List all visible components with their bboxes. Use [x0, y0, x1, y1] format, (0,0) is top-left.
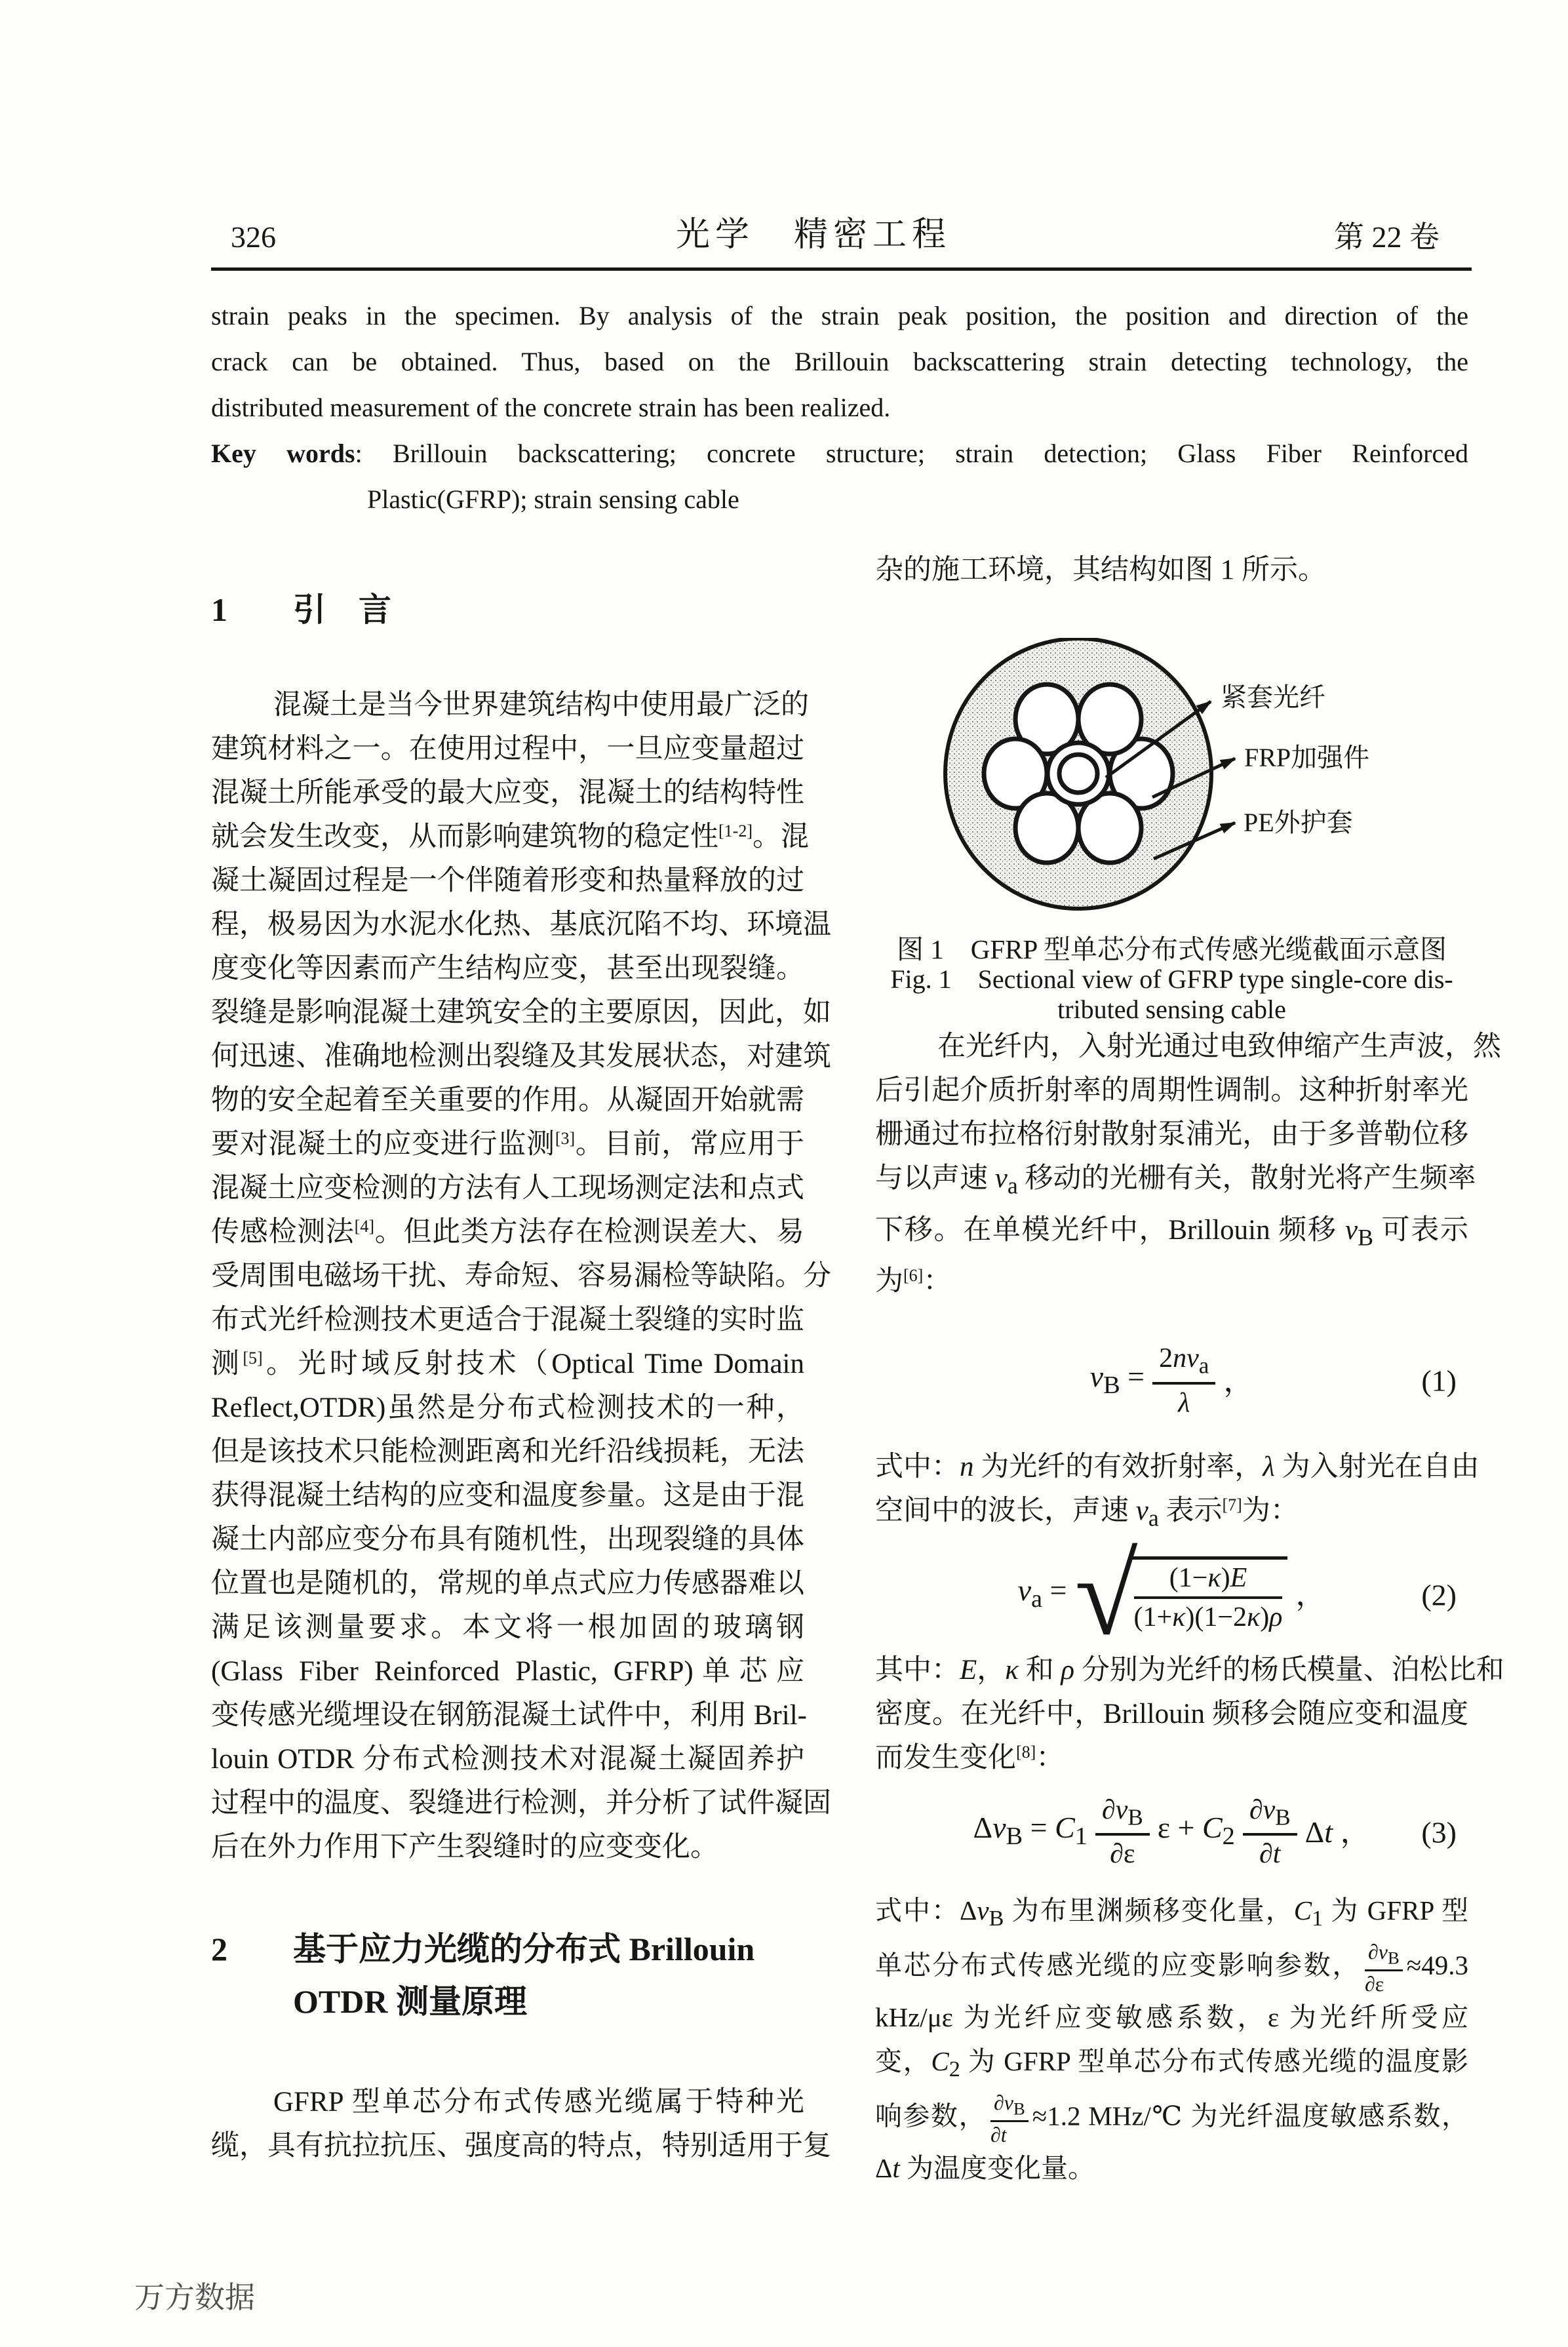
section-title-line: OTDR 测量原理: [293, 1983, 527, 2020]
text-line: 混凝土是当今世界建筑结构中使用最广泛的: [273, 690, 809, 720]
text-line: crack can be obtained. Thus, based on the Brillouin backscattering strain detecting technology, the: [211, 347, 1468, 376]
volume-label: 第 22 卷: [1334, 220, 1440, 254]
section-number: 1: [211, 591, 227, 628]
text-line: 布式光纤检测技术更适合于混凝土裂缝的实时监: [211, 1305, 804, 1335]
equation-1: [875, 1343, 1468, 1419]
text-line: 获得混凝土结构的应变和温度参量。这是由于混: [211, 1480, 804, 1511]
text-line: 凝土凝固过程是一个伴随着形变和热量释放的过: [211, 865, 804, 896]
text-line: 密度。在光纤中，Brillouin 频移会随应变和温度: [875, 1698, 1468, 1729]
text-line: 要对混凝土的应变进行监测[3]。目前，常应用于: [211, 1129, 805, 1160]
eq-fraction: $\frac{2nv_a}{\lambda}$: [1152, 1343, 1215, 1419]
equation-1-body: [1086, 1343, 1258, 1419]
text-line: 物的安全起着至关重要的作用。从凝固开始就需: [211, 1085, 804, 1116]
equation-2: [875, 1531, 1468, 1659]
text-line: 式中：n 为光纤的有效折射率，λ 为入射光在自由: [875, 1451, 1480, 1483]
text-line: Δt 为温度变化量。: [875, 2152, 1095, 2183]
left-column: [211, 588, 831, 2168]
text-line: 传感检测法[4]。但此类方法存在检测误差大、易: [211, 1217, 805, 1248]
figure-caption-zh: 图 1 GFRP 型单芯分布式传感光缆截面示意图: [896, 934, 1447, 964]
equation-3: [875, 1794, 1468, 1870]
text-line: 响参数， $\frac{\partial\nu_B}{\partial t}$ ≈1.2 MHz/℃ 为光纤温度敏感系数，: [875, 2090, 1468, 2146]
intro-paragraph: [211, 683, 831, 1869]
text-line: Plastic(GFRP); strain sensing cable: [367, 484, 739, 514]
text-line: 单芯分布式传感光缆的应变影响参数， $\frac{\partial\nu_B}{\partial\varepsilon}$ ≈49.3: [875, 1939, 1468, 1996]
keywords-paragraph: [211, 431, 1468, 523]
text-line: 而发生变化[8]：: [875, 1742, 1065, 1773]
text-line: 与以声速 $v_a$ 移动的光栅有关，散射光将产生频率: [875, 1163, 1476, 1199]
text-line: 混凝土应变检测的方法有人工现场测定法和点式: [211, 1173, 804, 1204]
eq-radical: [1074, 1531, 1287, 1659]
eq-mid: $\varepsilon + C_2$: [1157, 1811, 1235, 1851]
text-line: 何迅速、准确地检测出裂缝及其发展状态，对建筑: [211, 1041, 831, 1072]
text-line: 满足该测量要求。本文将一根加固的玻璃钢: [211, 1612, 804, 1643]
paragraph-brillouin-shift: [875, 1025, 1501, 1303]
eq-lhs: $\nu_B$ =: [1089, 1359, 1145, 1399]
abstract-block: [211, 293, 1468, 523]
eq-fraction: $\frac{(1-\kappa)E}{(1+\kappa)(1-2\kappa)\rho}$: [1133, 1562, 1283, 1633]
figure-caption-en: Fig. 1 Sectional view of GFRP type single-core dis-: [890, 964, 1453, 994]
eq-lhs: $v_a$ =: [1017, 1573, 1067, 1613]
text-line: 其中：E，κ 和 ρ 分别为光纤的杨氏模量、泊松比和: [875, 1654, 1504, 1686]
label-pe-outer-sheath: PE外护套: [1244, 808, 1353, 837]
paragraph-eq1-terms: [875, 1445, 1480, 1541]
text-line: 受周围电磁场干扰、寿命短、容易漏检等缺陷。分: [211, 1261, 831, 1292]
text-line: 过程中的温度、裂缝进行检测，并分析了试件凝固: [211, 1788, 831, 1819]
text-line: louin OTDR 分布式检测技术对混凝土凝固养护: [211, 1744, 804, 1775]
label-frp-strength-member: FRP加强件: [1244, 743, 1370, 772]
text-line: Reflect,OTDR)虽然是分布式检测技术的一种，: [211, 1392, 804, 1423]
text-line: 位置也是随机的，常规的单点式应力传感器难以: [211, 1568, 804, 1599]
text-line: strain peaks in the specimen. By analysis of the strain peak position, the position and direction of the: [211, 301, 1468, 330]
equation-2-body: [1014, 1531, 1330, 1659]
right-column: [875, 548, 1504, 2190]
equation-number: (2): [1421, 1578, 1457, 1612]
lead-paragraph: [875, 548, 1468, 592]
text-line: 后引起介质折射率的周期性调制。这种折射率光: [875, 1075, 1468, 1106]
text-line: 下移。在单模光纤中，Brillouin 频移 $\nu_B$ 可表示: [875, 1214, 1468, 1251]
paragraph-eq3-terms: [875, 1889, 1468, 2190]
section-1-heading: [211, 588, 804, 632]
section-title: 引 言: [293, 591, 391, 628]
text-line: 变，$C_2$ 为 GFRP 型单芯分布式传感光缆的温度影: [875, 2045, 1468, 2081]
fiber-core-shape: [1059, 755, 1097, 793]
text-line: 在光纤内，入射光通过电致伸缩产生声波，然: [937, 1031, 1501, 1062]
text-line: 就会发生改变，从而影响建筑物的稳定性[1-2]。混: [211, 821, 809, 852]
eq-tail: ，: [1295, 1578, 1326, 1612]
figure-caption-en: tributed sensing cable: [1057, 995, 1286, 1024]
text-line: 凝土内部应变分布具有随机性，出现裂缝的具体: [211, 1524, 804, 1555]
label-tight-buffered-fiber: 紧套光纤: [1221, 682, 1325, 712]
text-line: distributed measurement of the concrete strain has been realized.: [211, 393, 891, 422]
paragraph-eq2-terms: [875, 1648, 1504, 1780]
equation-3-body: [970, 1794, 1375, 1870]
text-line: 缆，具有抗拉抗压、强度高的特点，特别适用于复: [211, 2131, 831, 2161]
page-number: 326: [231, 220, 276, 254]
equation-number: (3): [1421, 1815, 1457, 1849]
text-line: 后在外力作用下产生裂缝时的应变变化。: [211, 1832, 718, 1863]
text-line: 式中：$\Delta\nu_B$ 为布里渊频移变化量，$C_1$ 为 GFRP 型: [875, 1895, 1468, 1931]
text-line: 空间中的波长，声速 $v_a$ 表示[7]为：: [875, 1495, 1299, 1531]
text-line: 裂缝是影响混凝土建筑安全的主要原因，因此，如: [211, 997, 831, 1028]
section-title-line: 基于应力光缆的分布式 Brillouin: [293, 1931, 755, 1967]
abstract-paragraph: [211, 293, 1468, 431]
text-line: 为[6]：: [875, 1266, 952, 1297]
eq-tail: ，: [1223, 1364, 1254, 1398]
text-line: 混凝土所能承受的最大应变，混凝土的结构特性: [211, 778, 804, 808]
equation-number: (1): [1421, 1364, 1457, 1398]
text-line: 建筑材料之一。在使用过程中，一旦应变量超过: [211, 734, 804, 764]
journal-title: 光学 精密工程: [675, 216, 951, 254]
text-line: 但是该技术只能检测距离和光纤沿线损耗，无法: [211, 1436, 804, 1467]
text-line: Key words: Brillouin backscattering; concrete structure; strain detection; Glass Fiber Reinforced: [211, 439, 1468, 468]
section-2-paragraph: [211, 2080, 831, 2168]
eq-fraction: $\frac{\partial\nu_B}{\partial t}$: [1243, 1794, 1297, 1870]
text-line: 测[5]。光时域反射技术（Optical Time Domain: [211, 1349, 804, 1379]
eq-lhs: $\Delta\nu_B = C_1$: [973, 1811, 1088, 1851]
figure-1-cable-cross-section: [875, 638, 1468, 913]
radical-sign: √: [1074, 1531, 1138, 1659]
wanfang-watermark: 万方数据: [134, 2281, 255, 2314]
text-line: 杂的施工环境，其结构如图 1 所示。: [875, 555, 1326, 585]
cable-cross-section-diagram: [875, 638, 1468, 913]
text-line: (Glass Fiber Reinforced Plastic, GFRP)单芯应: [211, 1656, 804, 1687]
text-line: 栅通过布拉格衍射散射泵浦光，由于多普勒位移: [875, 1119, 1468, 1150]
text-line: 变传感光缆埋设在钢筋混凝土试件中，利用 Bril-: [211, 1700, 807, 1731]
text-line: kHz/με 为光纤应变敏感系数，ε 为光纤所受应: [875, 2002, 1468, 2032]
section-number: 2: [211, 1931, 227, 1967]
header-rule: [211, 267, 1472, 271]
eq-fraction: $\frac{\partial\nu_B}{\partial\varepsilon}$: [1095, 1794, 1150, 1870]
section-2-heading: [211, 1923, 804, 2028]
text-line: GFRP 型单芯分布式传感光缆属于特种光: [273, 2087, 804, 2118]
text-line: 度变化等因素而产生结构应变，甚至出现裂缝。: [211, 953, 804, 984]
eq-tail: Δt ，: [1304, 1815, 1371, 1849]
text-line: 程，极易因为水泥水化热、基底沉陷不均、环境温: [211, 909, 831, 940]
